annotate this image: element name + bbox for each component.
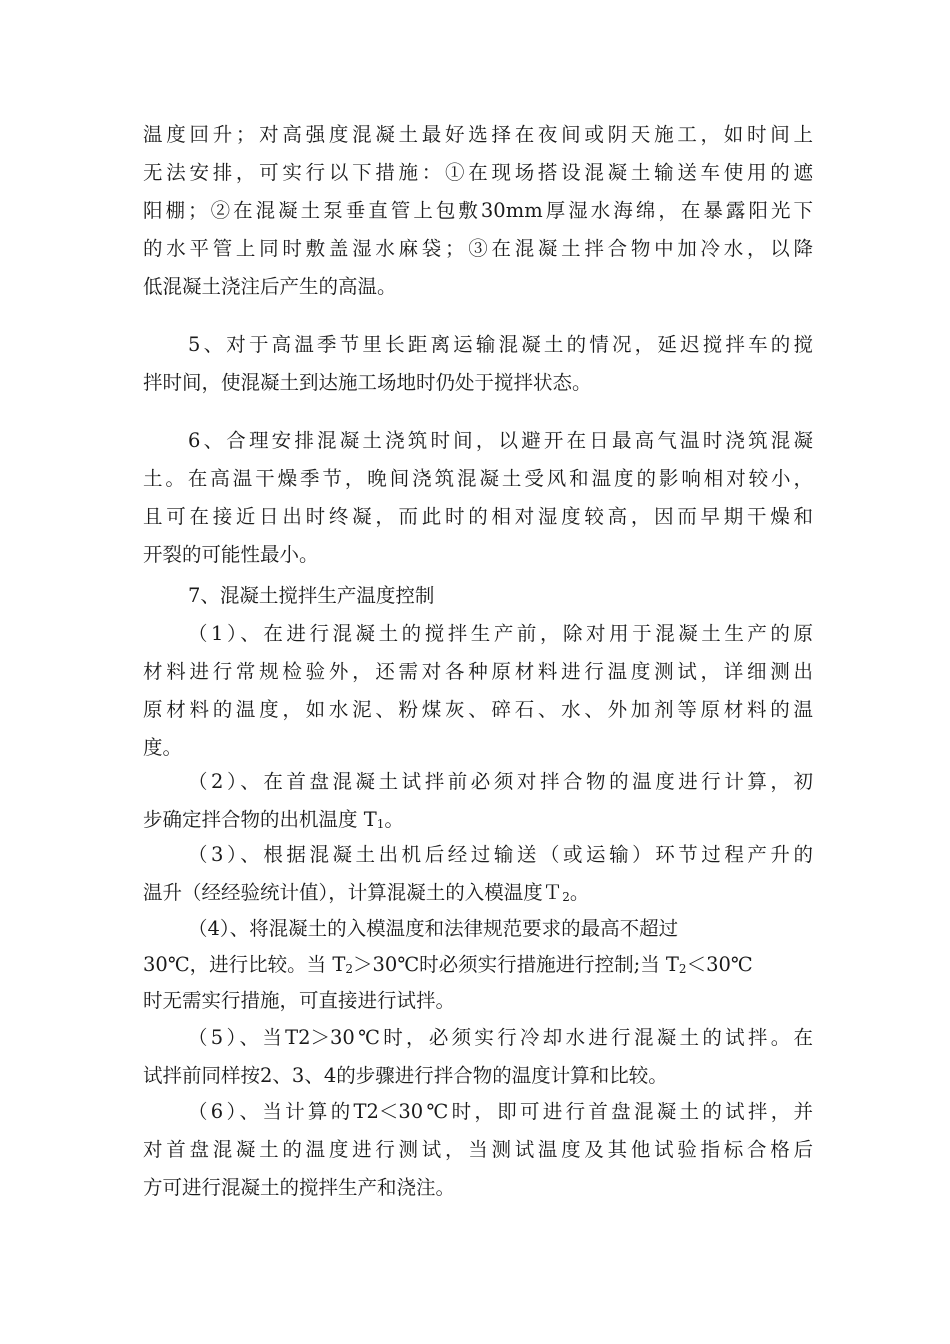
text-line: 开裂的可能性最小。 (143, 543, 319, 566)
text-line: 的水平管上同时敷盖湿水麻袋；③在混凝土拌合物中加冷水，以降 (143, 237, 813, 260)
text-run: 。 (569, 881, 590, 904)
text-line: 6、合理安排混凝土浇筑时间，以避开在日最高气温时浇筑混凝 (188, 429, 813, 452)
text-run: ＞30℃时必须实行措施进行控制;当 (353, 953, 660, 976)
text-line: 5、对于高温季节里长距离运输混凝土的情况，延迟搅拌车的搅 (188, 333, 813, 356)
text-line: 度。 (143, 736, 183, 759)
text-line: 方可进行混凝土的搅拌生产和浇注。 (143, 1176, 456, 1199)
text-line: 试拌前同样按2、3、4的步骤进行拌合物的温度计算和比较。 (143, 1064, 668, 1087)
t-subscript: 2 (678, 962, 687, 976)
t-subscript: 1 (376, 817, 385, 831)
text-line: （4）、将混凝土的入模温度和法律规范要求的最高不超过 (188, 917, 679, 940)
text-line: 低混凝土浇注后产生的高温。 (143, 275, 397, 298)
text-line: 拌时间，使混凝土到达施工场地时仍处于搅拌状态。 (143, 371, 592, 394)
text-run: 30℃，进行比较。当 (143, 953, 327, 976)
text-line: 土。在高温干燥季节，晚间浇筑混凝土受风和温度的影响相对较小， (143, 467, 813, 490)
t-symbol: T (332, 953, 346, 976)
text-line: （5）、当T2＞30℃时，必须实行冷却水进行混凝土的试拌。在 (188, 1026, 813, 1049)
text-line: （1）、在进行混凝土的搅拌生产前，除对用于混凝土生产的原 (188, 622, 813, 645)
text-line: 阳棚；②在混凝土泵垂直管上包敷30mm厚湿水海绵，在暴露阳光下 (143, 199, 813, 222)
text-run: 温升（经经验统计值），计算混凝土的入模温度Ｔ (143, 881, 563, 904)
text-line: 温度回升；对高强度混凝土最好选择在夜间或阴天施工，如时间上 (143, 123, 813, 146)
text-run: 。 (384, 808, 404, 831)
text-line: 且可在接近日出时终凝，而此时的相对湿度较高，因而早期干燥和 (143, 505, 813, 528)
text-line: 原材料的温度，如水泥、粉煤灰、碎石、水、外加剂等原材料的温 (143, 698, 813, 721)
text-run: 步确定拌合物的出机温度 (143, 808, 358, 831)
text-line: 对首盘混凝土的温度进行测试，当测试温度及其他试验指标合格后 (143, 1138, 813, 1161)
text-run: ＜30℃ (686, 953, 753, 976)
text-line: 时无需实行措施，可直接进行试拌。 (143, 989, 456, 1012)
t-symbol: T (363, 808, 377, 831)
text-line: （2）、在首盘混凝土试拌前必须对拌合物的温度进行计算，初 (188, 770, 813, 793)
text-line: 无法安排，可实行以下措施：①在现场搭设混凝土输送车使用的遮 (143, 161, 813, 184)
text-line (143, 878, 813, 908)
text-line: 7、混凝土搅拌生产温度控制 (188, 584, 435, 607)
t-subscript: 2 (562, 890, 570, 904)
t-symbol: T (665, 953, 679, 976)
t-subscript: 2 (345, 962, 353, 976)
text-line (143, 805, 813, 835)
text-line: （3）、根据混凝土出机后经过输送（或运输）环节过程产升的 (188, 843, 813, 866)
text-line: （6）、当计算的T2＜30℃时，即可进行首盘混凝土的试拌，并 (188, 1100, 813, 1123)
text-line: 材料进行常规检验外，还需对各种原材料进行温度测试，详细测出 (143, 660, 813, 683)
text-line (143, 950, 813, 980)
